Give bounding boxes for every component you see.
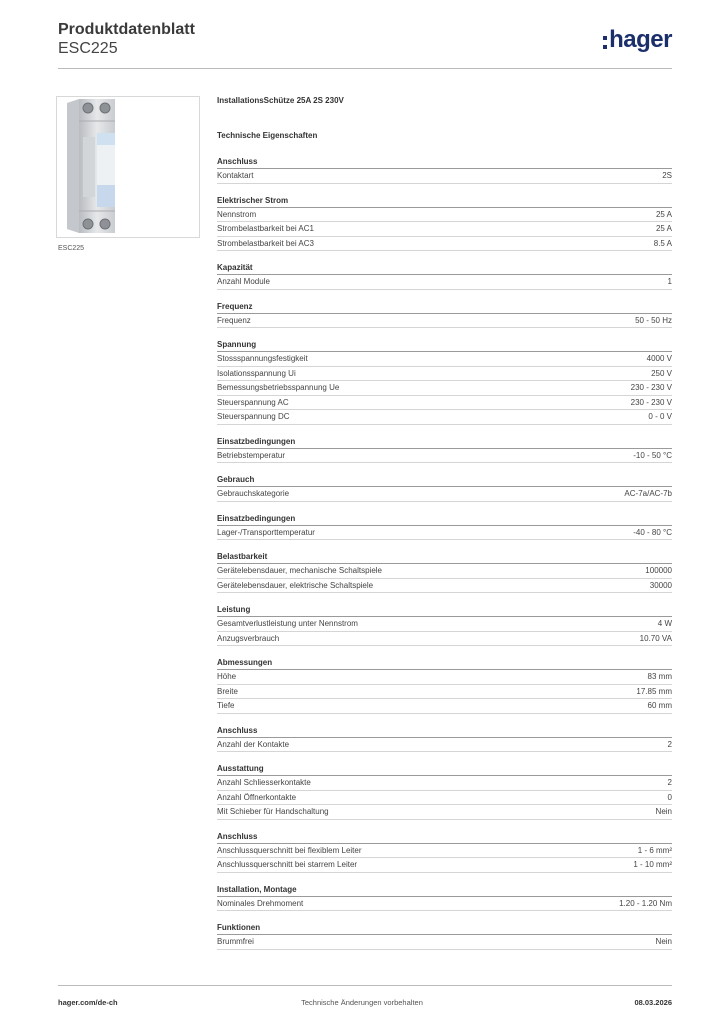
spec-row	[217, 410, 672, 425]
spec-row	[217, 367, 672, 382]
spec-row	[217, 791, 672, 806]
spec-row	[217, 858, 672, 873]
logo-text: hager	[609, 26, 672, 53]
product-name: InstallationsSchütze 25A 2S 230V	[217, 96, 344, 105]
spec-row	[217, 632, 672, 647]
spec-group-title: Abmessungen	[217, 657, 672, 670]
spec-value: AC-7a/AC-7b	[624, 489, 672, 498]
spec-group	[217, 831, 672, 873]
spec-label: Kontaktart	[217, 171, 254, 180]
spec-group-title: Ausstattung	[217, 763, 672, 776]
spec-table	[217, 156, 672, 961]
spec-group	[217, 922, 672, 950]
spec-label: Gerätelebensdauer, mechanische Schaltspiele	[217, 566, 382, 575]
spec-label: Stossspannungsfestigkeit	[217, 354, 308, 363]
spec-group	[217, 195, 672, 252]
spec-row	[217, 579, 672, 594]
spec-row	[217, 396, 672, 411]
spec-label: Tiefe	[217, 701, 235, 710]
spec-label: Anschlussquerschnitt bei flexiblem Leiter	[217, 845, 362, 855]
spec-value: 230 - 230 V	[630, 383, 672, 392]
spec-group-title: Elektrischer Strom	[217, 195, 672, 208]
spec-label: Steuerspannung AC	[217, 397, 289, 407]
hager-logo	[603, 25, 672, 55]
spec-label: Brummfrei	[217, 937, 254, 946]
spec-row	[217, 208, 672, 223]
spec-value: 17.85 mm	[636, 686, 672, 696]
spec-group-title: Einsatzbedingungen	[217, 513, 672, 526]
spec-label: Strombelastbarkeit bei AC1	[217, 224, 314, 233]
spec-label: Anzahl Schliesserkontakte	[217, 778, 311, 787]
product-image-caption: ESC225	[58, 245, 85, 252]
spec-value: 25 A	[655, 224, 672, 233]
spec-value: 1 - 6 mm²	[637, 845, 672, 855]
spec-label: Anzugsverbrauch	[217, 633, 280, 643]
spec-label: Isolationsspannung Ui	[217, 368, 296, 378]
spec-group-title: Frequenz	[217, 301, 672, 314]
spec-label: Höhe	[217, 672, 237, 681]
spec-label: Anzahl Module	[217, 277, 270, 286]
spec-row	[217, 169, 672, 184]
spec-label: Lager-/Transporttemperatur	[217, 527, 315, 537]
spec-row	[217, 897, 672, 912]
spec-value: Nein	[655, 937, 672, 946]
spec-group	[217, 339, 672, 425]
footer-date: 08.03.2026	[634, 998, 672, 1007]
spec-row	[217, 314, 672, 329]
spec-row	[217, 564, 672, 579]
spec-group-title: Anschluss	[217, 831, 672, 844]
spec-group-title: Gebrauch	[217, 474, 672, 487]
spec-row	[217, 738, 672, 753]
spec-value: 100000	[645, 566, 672, 575]
spec-group	[217, 156, 672, 184]
spec-row	[217, 805, 672, 820]
spec-value: 0 - 0 V	[648, 412, 672, 421]
spec-label: Gerätelebensdauer, elektrische Schaltspiele	[217, 580, 374, 590]
spec-label: Nominales Drehmoment	[217, 898, 304, 908]
spec-row	[217, 352, 672, 367]
spec-label: Betriebstemperatur	[217, 450, 286, 460]
spec-group-title: Anschluss	[217, 725, 672, 738]
spec-value: 2	[667, 739, 672, 749]
spec-value: 0	[667, 792, 672, 802]
page-subtitle: ESC225	[58, 40, 118, 57]
spec-group	[217, 725, 672, 753]
spec-group	[217, 436, 672, 464]
spec-value: 4000 V	[646, 354, 672, 363]
spec-value: -10 - 50 °C	[633, 450, 672, 460]
spec-value: 50 - 50 Hz	[635, 315, 672, 325]
spec-label: Frequenz	[217, 315, 251, 325]
spec-group	[217, 262, 672, 290]
spec-row	[217, 449, 672, 464]
spec-label: Steuerspannung DC	[217, 412, 290, 421]
spec-value: 83 mm	[647, 672, 672, 681]
product-image	[56, 96, 200, 238]
footer-website-link[interactable]: hager.com/de-ch	[58, 998, 118, 1007]
spec-row	[217, 935, 672, 950]
spec-row	[217, 699, 672, 714]
spec-label: Gesamtverlustleistung unter Nennstrom	[217, 619, 358, 628]
spec-label: Anzahl der Kontakte	[217, 739, 290, 749]
spec-group	[217, 657, 672, 714]
spec-value: 230 - 230 V	[630, 397, 672, 407]
spec-row	[217, 670, 672, 685]
spec-group	[217, 604, 672, 646]
spec-row	[217, 275, 672, 290]
spec-row	[217, 776, 672, 791]
spec-value: 25 A	[655, 209, 672, 219]
spec-value: 1 - 10 mm²	[633, 860, 672, 869]
spec-value: 30000	[649, 580, 672, 590]
spec-value: 4 W	[657, 619, 672, 628]
header-divider	[58, 68, 672, 69]
spec-row	[217, 844, 672, 859]
spec-group-title: Belastbarkeit	[217, 551, 672, 564]
spec-value: 10.70 VA	[639, 633, 672, 643]
spec-group	[217, 474, 672, 502]
spec-group-title: Funktionen	[217, 922, 672, 935]
spec-label: Strombelastbarkeit bei AC3	[217, 238, 314, 248]
spec-value: 1	[667, 277, 672, 286]
spec-row	[217, 487, 672, 502]
spec-group	[217, 763, 672, 820]
spec-value: -40 - 80 °C	[633, 527, 672, 537]
spec-group-title: Installation, Montage	[217, 884, 672, 897]
spec-group-title: Spannung	[217, 339, 672, 352]
spec-row	[217, 617, 672, 632]
spec-label: Mit Schieber für Handschaltung	[217, 807, 329, 816]
spec-group	[217, 551, 672, 593]
spec-label: Anschlussquerschnitt bei starrem Leiter	[217, 860, 358, 869]
spec-row	[217, 381, 672, 396]
spec-value: 60 mm	[647, 701, 672, 710]
spec-value: 250 V	[651, 368, 672, 378]
spec-label: Anzahl Öffnerkontakte	[217, 792, 297, 802]
spec-row	[217, 685, 672, 700]
spec-row	[217, 526, 672, 541]
spec-row	[217, 237, 672, 252]
spec-label: Gebrauchskategorie	[217, 489, 290, 498]
contactor-device-icon	[57, 97, 199, 237]
spec-group-title: Einsatzbedingungen	[217, 436, 672, 449]
spec-value: 2	[667, 778, 672, 787]
spec-label: Breite	[217, 686, 238, 696]
spec-group-title: Anschluss	[217, 156, 672, 169]
footer-divider	[58, 985, 672, 986]
logo-dots-icon	[603, 36, 607, 49]
spec-group	[217, 884, 672, 912]
spec-value: Nein	[655, 807, 672, 816]
spec-group-title: Kapazität	[217, 262, 672, 275]
footer-disclaimer: Technische Änderungen vorbehalten	[301, 998, 423, 1007]
spec-row	[217, 222, 672, 237]
spec-group	[217, 301, 672, 329]
spec-label: Nennstrom	[217, 209, 257, 219]
spec-group	[217, 513, 672, 541]
spec-group-title: Leistung	[217, 604, 672, 617]
spec-label: Bemessungsbetriebsspannung Ue	[217, 383, 340, 392]
section-title: Technische Eigenschaften	[217, 131, 318, 140]
page-title: Produktdatenblatt	[58, 21, 195, 38]
spec-value: 8.5 A	[653, 238, 672, 248]
spec-value: 2S	[662, 171, 672, 180]
spec-value: 1.20 - 1.20 Nm	[619, 898, 672, 908]
